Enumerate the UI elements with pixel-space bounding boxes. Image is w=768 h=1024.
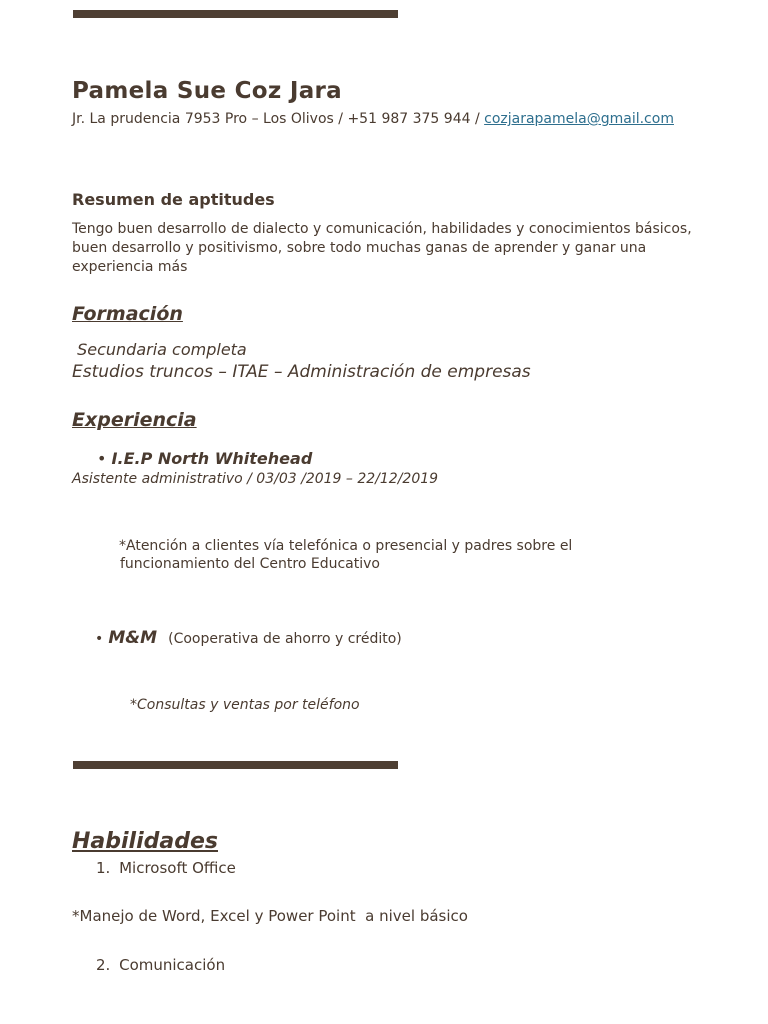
job-2-company: M&M	[108, 628, 158, 648]
summary-text: Tengo buen desarrollo de dialecto y comunicación, habilidades y conocimientos básicos, buen desarrollo y positivismo, sobre todo muchas ganas de aprender y ganar una experiencia más	[72, 221, 692, 275]
bullet: •	[97, 449, 107, 468]
job-1-duty-line-2: funcionamiento del Centro Educativo	[120, 556, 380, 572]
skill-item-2	[96, 956, 225, 974]
skill-2-number: 2.	[96, 956, 111, 974]
job-1-heading	[97, 449, 312, 468]
skill-1-label: Microsoft Office	[119, 859, 236, 877]
top-divider-bar	[73, 10, 398, 18]
candidate-name: Pamela Sue Coz Jara	[72, 78, 342, 104]
job-1-company: I.E.P North Whitehead	[111, 449, 313, 468]
education-title: Formación	[72, 303, 183, 325]
contact-line	[72, 111, 674, 127]
job-2-note: (Cooperativa de ahorro y crédito)	[168, 631, 402, 647]
summary-title: Resumen de aptitudes	[72, 190, 275, 209]
skills-title: Habilidades	[72, 829, 218, 854]
email-link[interactable]: cozjarapamela@gmail.com	[484, 111, 674, 127]
job-2-heading	[95, 628, 402, 648]
job-2-detail: *Consultas y ventas por teléfono	[130, 697, 360, 713]
job-1-role: Asistente administrativo / 03/03 /2019 – 22/12/2019	[72, 471, 439, 487]
skill-2-label: Comunicación	[119, 956, 226, 974]
education-item-2: Estudios truncos – ITAE – Administración de empresas	[72, 362, 531, 382]
job-1-duty-line-1: *Atención a clientes vía telefónica o presencial y padres sobre el	[119, 538, 573, 554]
education-item-1: Secundaria completa	[72, 340, 247, 359]
address-phone: Jr. La prudencia 7953 Pro – Los Olivos / +51 987 375 944 /	[72, 111, 485, 127]
experience-title: Experiencia	[72, 409, 197, 431]
middle-divider-bar	[73, 761, 398, 769]
skill-item-1	[96, 859, 236, 877]
bullet: •	[95, 631, 104, 647]
skills-note: *Manejo de Word, Excel y Power Point a nivel básico	[72, 907, 468, 925]
skill-1-number: 1.	[96, 859, 111, 877]
